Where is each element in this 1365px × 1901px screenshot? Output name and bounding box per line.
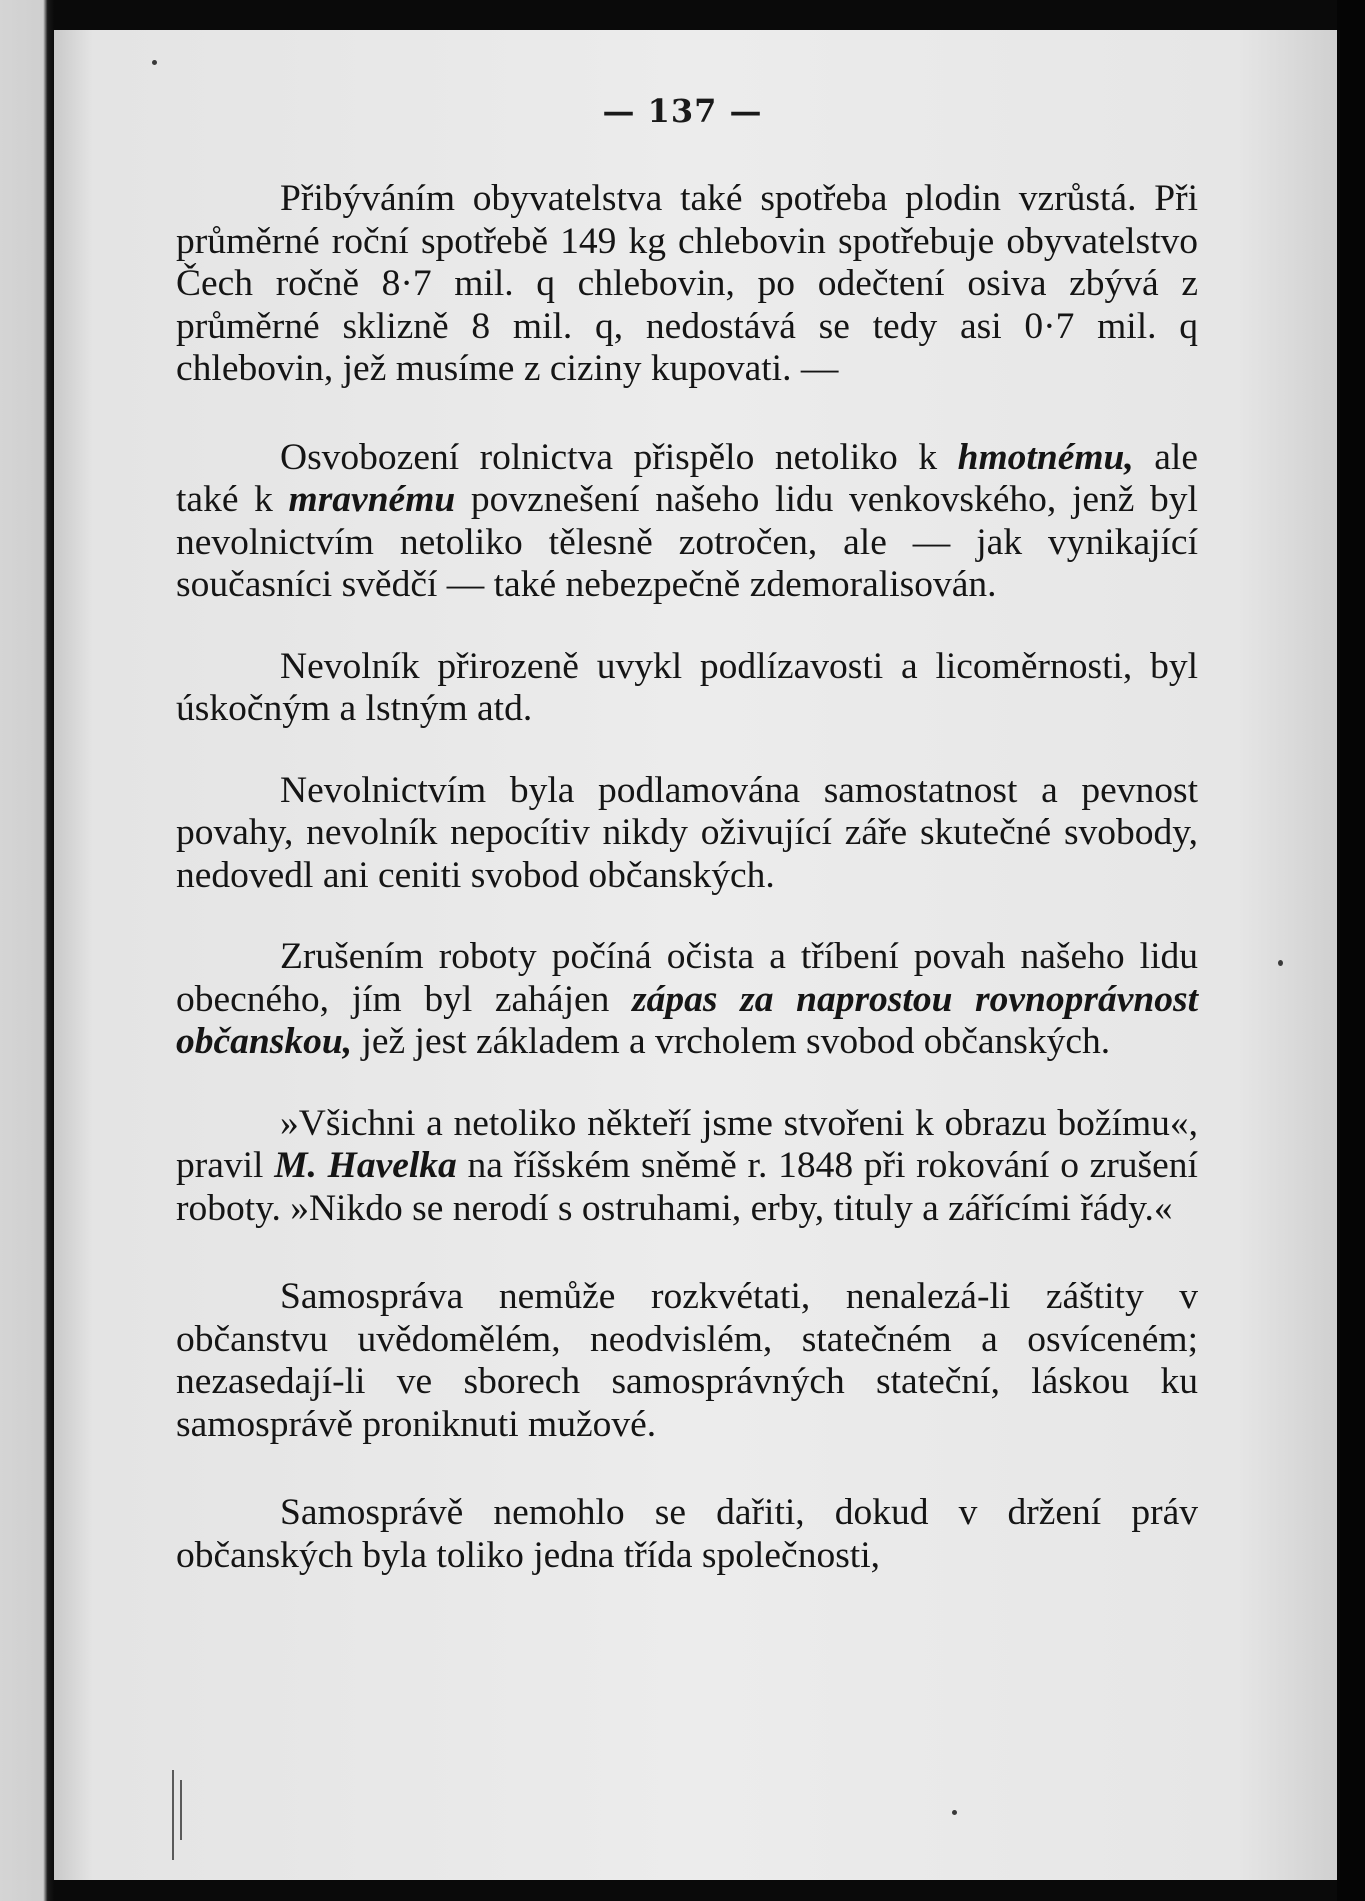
paragraph	[176, 1492, 1198, 1577]
text-run: Přibýváním obyvatelstva také spotřeba plodin vzrůstá. Při průměrné roční spotřebě 149 kg chlebovin spotřebuje obyvatelstvo Čech ročně 8·7 mil. q chlebovin, po odečtení osiva zbývá z průměrné sklizně 8 mil. q, nedostává se tedy asi 0·7 mil. q chlebovin, jež musíme z ciziny kupovati. —	[176, 178, 1198, 389]
paragraph	[176, 1276, 1198, 1446]
text-run: »Všichni a netoliko někteří jsme stvořeni k obrazu božímu«, pravil	[176, 1102, 1198, 1186]
scan-scratch	[172, 1770, 174, 1860]
paragraph	[176, 1103, 1198, 1231]
text-run: Samospráva nemůže rozkvétati, nenalezá-li záštity v občanstvu uvědomělém, neodvislém, statečném a osvíceném; nezasedají-li ve sborech samosprávných stateční, láskou ku samosprávě proniknuti mužové.	[176, 1276, 1198, 1445]
emphasized-text: zápas za naprostou rovnoprávnost občanskou,	[176, 978, 1199, 1062]
emphasized-text: hmotnému,	[957, 436, 1134, 478]
text-run: Zrušením roboty počíná očista a tříbení povah našeho lidu obecného, jím byl zahájen	[176, 936, 1198, 1020]
dust-speck	[152, 60, 157, 65]
page-number: — 137 —	[602, 92, 763, 130]
paragraph	[176, 936, 1198, 1064]
text-run: Nevolnictvím byla podlamována samostatnost a pevnost povahy, nevolník nepocítiv nikdy oživující záře skutečné svobody, nedovedl ani ceniti svobod občanských.	[176, 769, 1198, 896]
dust-speck	[952, 1810, 957, 1815]
text-run: jež jest základem a vrcholem svobod občanských.	[352, 1021, 1111, 1062]
text-run: na říšském sněmě r. 1848 při rokování o zrušení roboty. »Nikdo se nerodí s ostruhami, erby, tituly a zářícími řády.«	[176, 1145, 1198, 1229]
right-scan-border	[1337, 0, 1365, 1901]
body-text	[176, 178, 1198, 1577]
text-run: Samosprávě nemohlo se dařiti, dokud v držení práv občanských byla toliko jedna třída společnosti,	[176, 1492, 1198, 1576]
paragraph	[176, 646, 1198, 731]
binding-edge	[0, 0, 54, 1901]
paragraph	[176, 770, 1198, 898]
text-run: ale také k	[176, 436, 1198, 520]
emphasized-text: M. Havelka	[274, 1145, 457, 1186]
text-run: Nevolník přirozeně uvykl podlízavosti a licoměrnosti, byl úskočným a lstným atd.	[176, 645, 1198, 729]
emphasized-text: mravnému	[288, 479, 456, 520]
dust-speck	[1278, 960, 1283, 966]
paragraph	[176, 437, 1198, 607]
text-run: povznešení našeho lidu venkovského, jenž byl nevolnictvím netoliko tělesně zotročen, ale — jak vynikající současníci svědčí — také nebezpečně zdemoralisován.	[176, 479, 1198, 605]
paragraph	[176, 178, 1198, 391]
scan-scratch	[180, 1780, 182, 1840]
text-run: Osvobození rolnictva přispělo netoliko k	[280, 436, 958, 478]
